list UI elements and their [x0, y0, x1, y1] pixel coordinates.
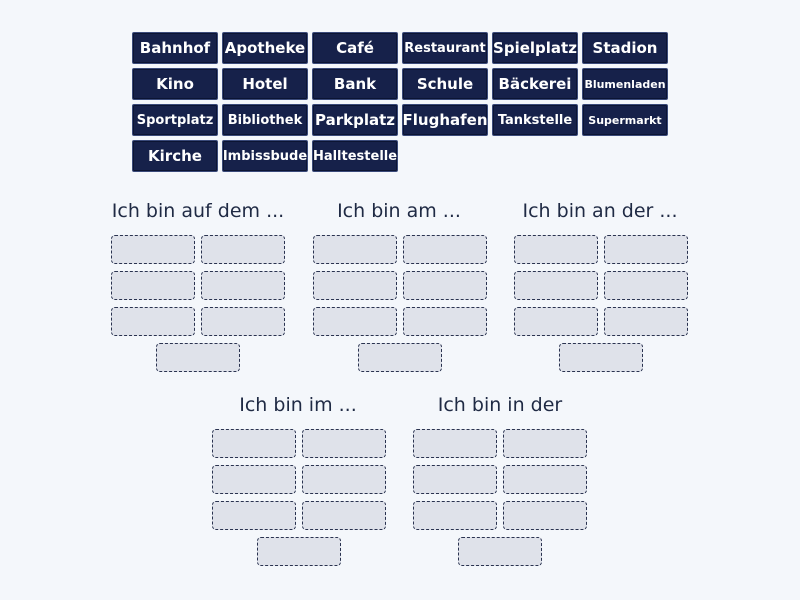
drop-slot[interactable]	[604, 307, 688, 336]
word-tile[interactable]: Restaurant	[402, 32, 488, 64]
drop-slot[interactable]	[313, 235, 397, 264]
drop-slot[interactable]	[413, 501, 497, 530]
drop-slot[interactable]	[403, 271, 487, 300]
drop-slot[interactable]	[257, 537, 341, 566]
drop-slot[interactable]	[201, 235, 285, 264]
word-tile[interactable]: Sportplatz	[132, 104, 218, 136]
word-tile[interactable]: Flughafen	[402, 104, 488, 136]
drop-slot[interactable]	[212, 429, 296, 458]
drop-slot[interactable]	[358, 343, 442, 372]
drop-slot[interactable]	[302, 465, 386, 494]
drop-slot[interactable]	[413, 465, 497, 494]
word-tile[interactable]: Halltestelle	[312, 140, 398, 172]
word-tile[interactable]: Schule	[402, 68, 488, 100]
drop-slot[interactable]	[212, 501, 296, 530]
drop-slot[interactable]	[302, 501, 386, 530]
drop-slot[interactable]	[514, 235, 598, 264]
word-tile[interactable]: Parkplatz	[312, 104, 398, 136]
drop-slot[interactable]	[302, 429, 386, 458]
word-tile[interactable]: Bahnhof	[132, 32, 218, 64]
word-tile[interactable]: Bäckerei	[492, 68, 578, 100]
drop-slot[interactable]	[201, 307, 285, 336]
drop-slot[interactable]	[403, 307, 487, 336]
drop-slot[interactable]	[111, 271, 195, 300]
word-tile[interactable]: Kino	[132, 68, 218, 100]
drop-slot[interactable]	[111, 307, 195, 336]
drop-slot[interactable]	[111, 235, 195, 264]
word-tile[interactable]: Bank	[312, 68, 398, 100]
group-title: Ich bin auf dem ...	[111, 200, 285, 222]
word-tile[interactable]: Stadion	[582, 32, 668, 64]
drop-slot[interactable]	[514, 307, 598, 336]
group-title: Ich bin im ...	[239, 394, 357, 416]
group-title: Ich bin in der	[437, 394, 563, 416]
word-tile[interactable]: Supermarkt	[582, 104, 668, 136]
drop-slot[interactable]	[503, 501, 587, 530]
drop-slot[interactable]	[514, 271, 598, 300]
word-tile[interactable]: Apotheke	[222, 32, 308, 64]
drop-slot[interactable]	[503, 465, 587, 494]
drop-slot[interactable]	[604, 271, 688, 300]
drop-slot[interactable]	[503, 429, 587, 458]
drop-slot[interactable]	[559, 343, 643, 372]
drop-slot[interactable]	[313, 307, 397, 336]
word-tile[interactable]: Bibliothek	[222, 104, 308, 136]
word-tile[interactable]: Café	[312, 32, 398, 64]
word-tile[interactable]: Hotel	[222, 68, 308, 100]
drop-slot[interactable]	[458, 537, 542, 566]
word-tile[interactable]: Kirche	[132, 140, 218, 172]
drop-slot[interactable]	[604, 235, 688, 264]
word-tile[interactable]: Spielplatz	[492, 32, 578, 64]
word-tile[interactable]: Imbissbude	[222, 140, 308, 172]
drop-slot[interactable]	[313, 271, 397, 300]
drop-slot[interactable]	[413, 429, 497, 458]
drop-slot[interactable]	[403, 235, 487, 264]
drop-slot[interactable]	[201, 271, 285, 300]
word-tile[interactable]: Tankstelle	[492, 104, 578, 136]
group-title: Ich bin an der ...	[522, 200, 678, 222]
drop-slot[interactable]	[212, 465, 296, 494]
drop-slot[interactable]	[156, 343, 240, 372]
group-title: Ich bin am ...	[337, 200, 461, 222]
word-tile[interactable]: Blumenladen	[582, 68, 668, 100]
